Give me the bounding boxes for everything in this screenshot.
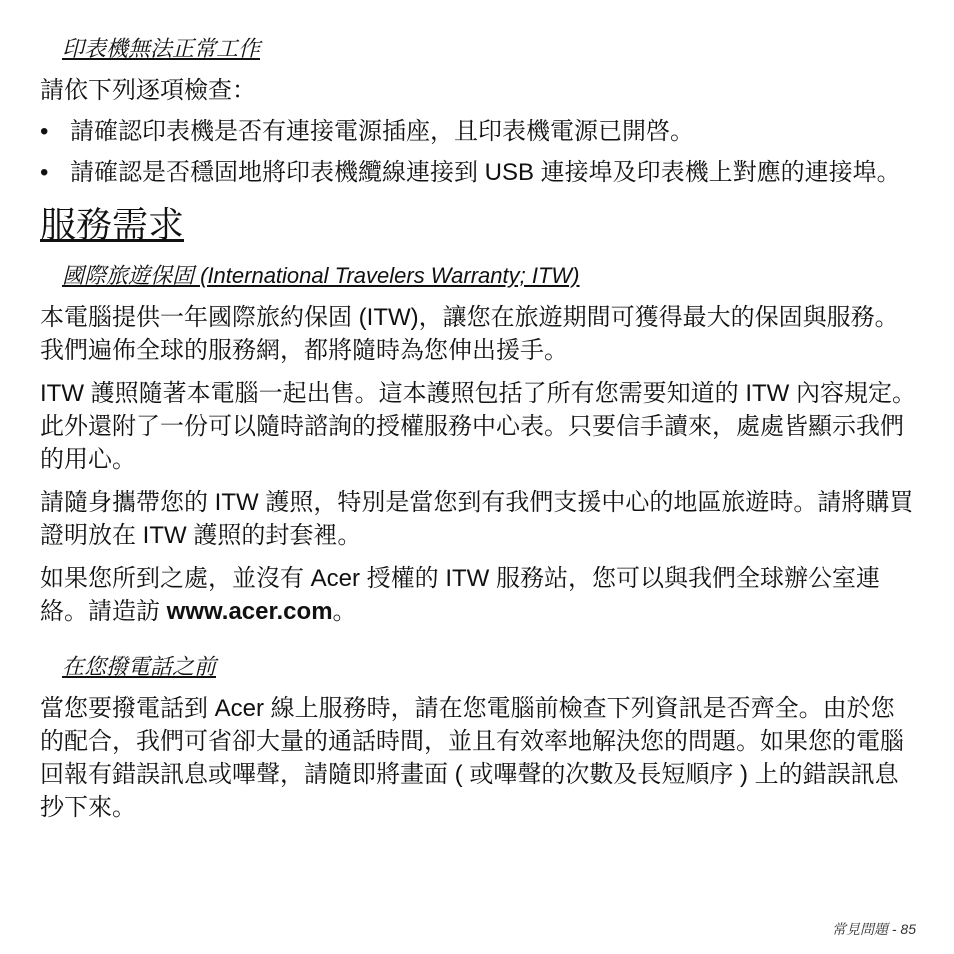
itw-paragraph-2: ITW 護照隨著本電腦一起出售。這本護照包括了所有您需要知道的 ITW 內容規定。此外還附了一份可以隨時諮詢的授權服務中心表。只要信手讀來，處處皆顯示我們的用心。 (40, 380, 916, 473)
list-item-text: 請確認是否穩固地將印表機纜線連接到 USB 連接埠及印表機上對應的連接埠。 (70, 159, 901, 186)
list-item (40, 115, 916, 148)
itw-paragraph-4-prefix: 如果您所到之處，並沒有 Acer 授權的 ITW 服務站，您可以與我們全球辦公室連絡。請造訪 (40, 565, 880, 625)
itw-paragraph-4 (40, 562, 916, 628)
printer-checklist (40, 115, 916, 189)
service-title: 服務需求 (40, 204, 185, 245)
printer-heading: 印表機無法正常工作 (62, 36, 261, 61)
bullet-icon: • (40, 159, 49, 186)
before-call-heading: 在您撥電話之前 (62, 654, 217, 679)
list-item (40, 156, 916, 189)
itw-paragraph-4-suffix: 。 (332, 598, 357, 625)
itw-paragraph-3: 請隨身攜帶您的 ITW 護照，特別是當您到有我們支援中心的地區旅遊時。請將購買證明放在 ITW 護照的封套裡。 (40, 489, 914, 549)
itw-paragraph-1: 本電腦提供一年國際旅約保固 (ITW)，讓您在旅遊期間可獲得最大的保固與服務。我們遍佈全球的服務網，都將隨時為您伸出援手。 (40, 304, 899, 364)
page-footer: 常見問題 - 85 (831, 921, 916, 937)
itw-heading: 國際旅遊保固 (International Travelers Warranty; ITW) (62, 263, 580, 288)
list-item-text: 請確認印表機是否有連接電源插座，且印表機電源已開啓。 (70, 118, 694, 145)
bullet-icon: • (40, 118, 49, 145)
document-page (40, 34, 916, 824)
acer-website-link[interactable]: www.acer.com (166, 598, 333, 625)
before-call-paragraph: 當您要撥電話到 Acer 線上服務時，請在您電腦前檢查下列資訊是否齊全。由於您的配合，我們可省卻大量的通話時間，並且有效率地解決您的問題。如果您的電腦回報有錯誤訊息或嗶聲，請隨即將畫面 ( 或嗶聲的次數及長短順序 ) 上的錯誤訊息抄下來。 (40, 695, 904, 821)
printer-intro: 請依下列逐項檢查： (40, 77, 256, 104)
